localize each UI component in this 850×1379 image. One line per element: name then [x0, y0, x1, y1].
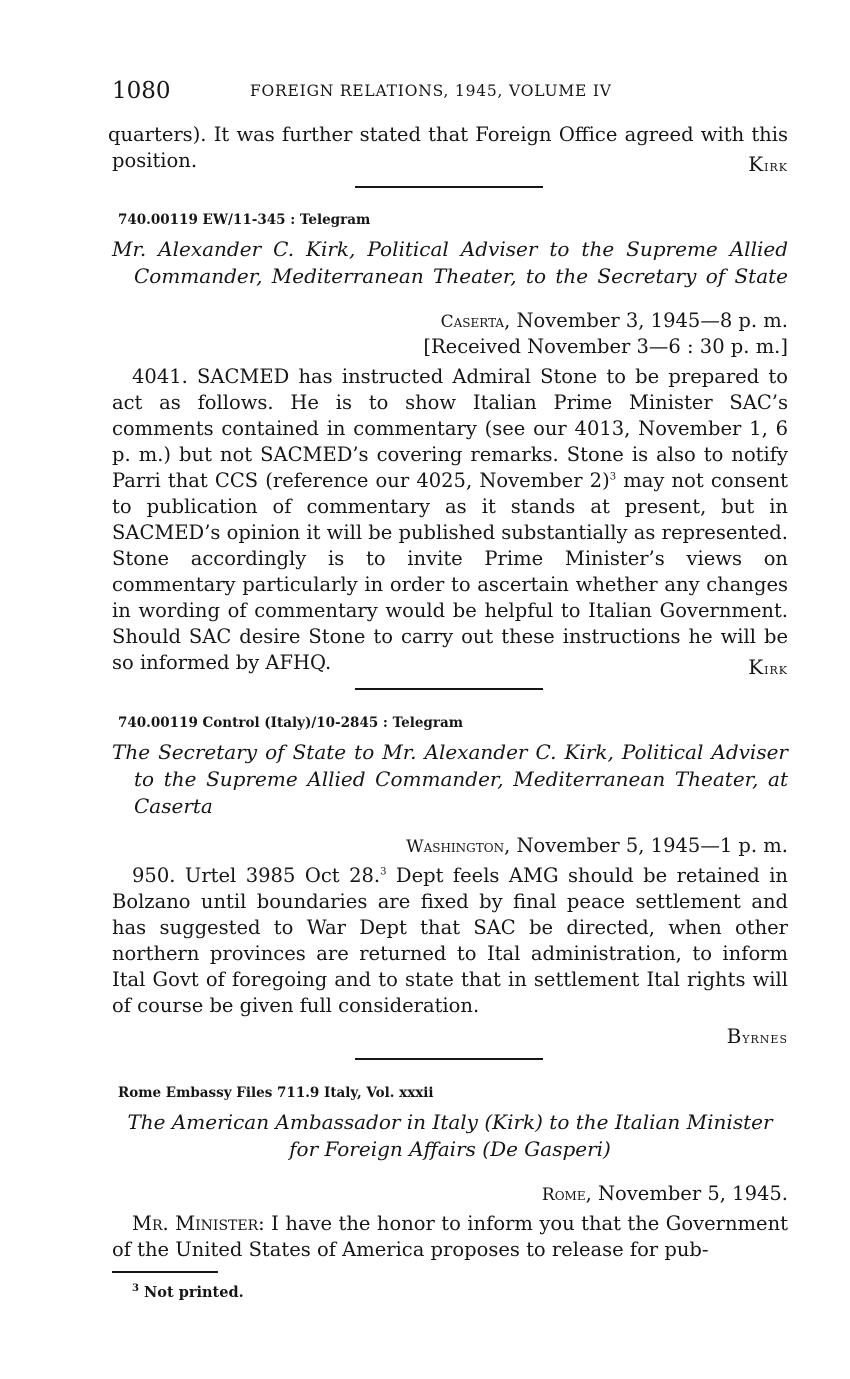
file-reference: Rome Embassy Files 711.9 Italy, Vol. xxxii [118, 1085, 434, 1101]
body-text: 950. Urtel 3985 Oct 28. [132, 864, 381, 887]
date-text: , November 5, 1945. [585, 1182, 788, 1205]
heading-line: The American Ambassador in Italy (Kirk) to the Italian Minister [127, 1110, 773, 1134]
page-number: 1080 [112, 78, 171, 104]
document-heading [112, 739, 788, 820]
section-divider [355, 688, 543, 690]
file-reference: 740.00119 Control (Italy)/10-2845 : Telegram [118, 715, 464, 731]
dateline [406, 834, 788, 857]
page-header [112, 78, 788, 108]
footnote [132, 1284, 244, 1301]
section-divider [355, 186, 543, 188]
body-text-continued: may not consent to publication of commentary as it stands at present, but in SACMED’s opinion it will be published substantially as represented. Stone accordingly is to invite Prime Minister’s views on commentary particularly in order to ascertain whether any changes in wording of commentary would be helpful to Italian Government. Should SAC desire Stone to carry out these instructions he will be so informed by AFHQ. [112, 469, 788, 674]
footnote-reference: 3 [609, 471, 617, 483]
signature-byrnes: Byrnes [726, 1024, 788, 1048]
body-text: I have the honor to inform you that the Government of the United States of America proposes to release for pub- [112, 1212, 788, 1261]
heading-text: The Secretary of State to Mr. Alexander C. Kirk, Political Adviser to the Supreme Allied Commander, Mediterranean Theater, at Caserta [112, 740, 788, 818]
footnote-reference: 3 [380, 866, 387, 878]
signature-kirk-2: Kirk [748, 655, 788, 679]
document-heading [112, 236, 788, 290]
heading-line: for Foreign Affairs (De Gasperi) [289, 1137, 611, 1161]
received-line: [Received November 3—6 : 30 p. m.] [423, 335, 788, 358]
salutation: Mr. Minister: [132, 1212, 265, 1235]
signature-kirk-1: Kirk [748, 152, 788, 176]
place-name: Rome [541, 1185, 586, 1205]
footnote-marker: 3 [132, 1283, 139, 1295]
continuation-paragraph: quarters). It was further stated that Foreign Office agreed with this position. [108, 123, 788, 172]
date-text: , November 3, 1945—8 p. m. [504, 309, 788, 332]
telegram-body [112, 364, 788, 676]
place-name: Washington [406, 837, 505, 857]
footnote-text: Not printed. [138, 1284, 244, 1301]
letter-body [112, 1211, 788, 1263]
section-divider [355, 1058, 543, 1060]
footnote-divider [112, 1271, 218, 1273]
document-heading [112, 1109, 788, 1163]
date-text: , November 5, 1945—1 p. m. [504, 834, 788, 857]
running-title: FOREIGN RELATIONS, 1945, VOLUME IV [250, 82, 612, 100]
place-name: Caserta [440, 312, 505, 332]
heading-text: Mr. Alexander C. Kirk, Political Adviser to the Supreme Allied Commander, Mediterranean Theater, to the Secretary of State [112, 237, 788, 288]
dateline [542, 1182, 788, 1205]
file-reference: 740.00119 EW/11-345 : Telegram [118, 212, 371, 228]
body-text: 4041. SACMED has instructed Admiral Stone to be prepared to act as follows. He is to show Italian Prime Minister SAC’s comments contained in commentary (see our 4013, November 1, 6 p. m.) but not SACMED’s covering remarks. Stone is also to notify Parri that CCS (reference our 4025, November 2) [112, 365, 788, 492]
dateline [441, 309, 788, 332]
body-text-continued: Dept feels AMG should be retained in Bolzano until boundaries are fixed by final peace settlement and has suggested to War Dept that SAC be directed, when other northern provinces are returned to Ital administration, to inform Ital Govt of foregoing and to state that in settlement Ital rights will of course be given full consideration. [112, 864, 788, 1017]
telegram-body [112, 863, 788, 1019]
